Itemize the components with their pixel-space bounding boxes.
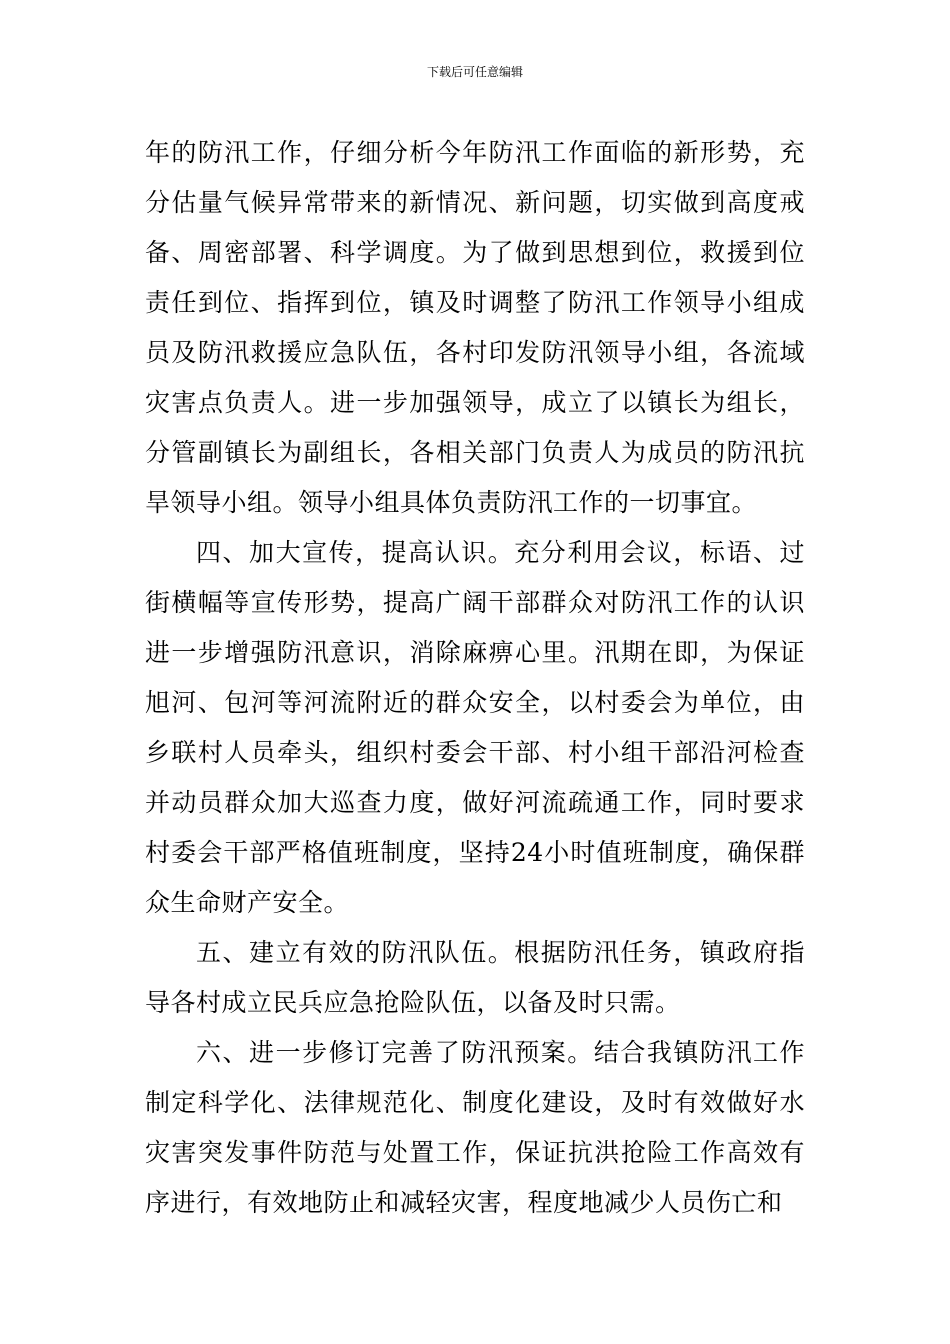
document-body xyxy=(145,128,805,1228)
page-header: 下载后可任意编辑 xyxy=(426,65,523,79)
paragraph-3: 五、建立有效的防汛队伍。根据防汛任务，镇政府指导各村成立民兵应急抢险队伍，以备及时只需。 xyxy=(145,938,805,1017)
paragraph-1: 年的防汛工作，仔细分析今年防汛工作面临的新形势，充分估量气候异常带来的新情况、新问题，切实做到高度戒备、周密部署、科学调度。为了做到思想到位，救援到位责任到位、指挥到位，镇及时调整了防汛工作领导小组成员及防汛救援应急队伍，各村印发防汛领导小组，各流域灾害点负责人。进一步加强领导，成立了以镇长为组长，分管副镇长为副组长，各相关部门负责人为成员的防汛抗旱领导小组。领导小组具体负责防汛工作的一切事宜。 xyxy=(145,138,805,517)
paragraph-4: 六、进一步修订完善了防汛预案。结合我镇防汛工作制定科学化、法律规范化、制度化建设，及时有效做好水灾害突发事件防范与处置工作，保证抗洪抢险工作高效有序进行，有效地防止和减轻灾害，程度地减少人员伤亡和 xyxy=(145,1038,805,1217)
paragraph-2: 四、加大宣传，提高认识。充分利用会议，标语、过街横幅等宣传形势，提高广阔干部群众对防汛工作的认识进一步增强防汛意识，消除麻痹心里。汛期在即，为保证旭河、包河等河流附近的群众安全，以村委会为单位，由乡联村人员牵头，组织村委会干部、村小组干部沿河检查并动员群众加大巡查力度，做好河流疏通工作，同时要求村委会干部严格值班制度，坚持24小时值班制度，确保群众生命财产安全。 xyxy=(145,538,805,917)
